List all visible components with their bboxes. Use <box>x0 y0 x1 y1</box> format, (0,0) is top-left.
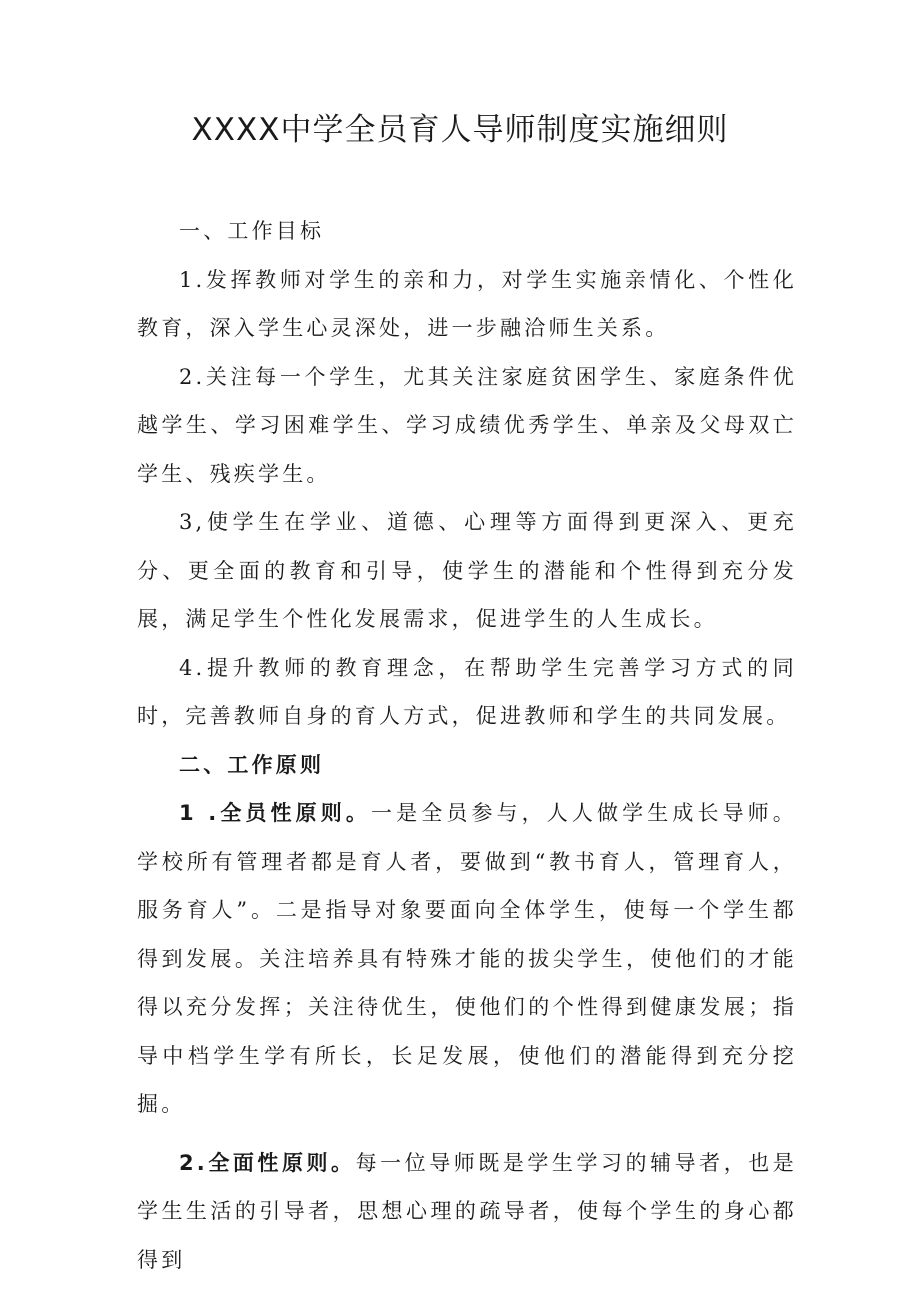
principle-1-title: 1 .全员性原则。 <box>179 801 371 825</box>
document-body <box>137 207 797 1284</box>
principle-2-text: 每一位导师既是学生学习的辅导者，也是学生生活的引导者，思想心理的疏导者，使每个学生的身心都得到 <box>137 1150 797 1272</box>
goal-item-4: 4.提升教师的教育理念，在帮助学生完善学习方式的同时，完善教师自身的育人方式，促进教师和学生的共同发展。 <box>137 655 797 728</box>
principle-1-text: 一是全员参与，人人做学生成长导师。学校所有管理者都是育人者，要做到“教书育人，管理育人，服务育人”。二是指导对象要面向全体学生，使每一个学生都得到发展。关注培养具有特殊才能的拔尖学生，使他们的才能得以充分发挥；关注待优生，使他们的个性得到健康发展；指导中档学生学有所长，长足发展，使他们的潜能得到充分挖掘。 <box>137 801 797 1116</box>
goal-item-2: 2.关注每一个学生，尤其关注家庭贫困学生、家庭条件优越学生、学习困难学生、学习成绩优秀学生、单亲及父母双亡学生、残疾学生。 <box>137 364 797 486</box>
principle-item-1 <box>137 789 797 1129</box>
principle-item-2 <box>137 1139 797 1285</box>
principle-2-title: 2.全面性原则。 <box>179 1150 356 1175</box>
goal-item-1: 1.发挥教师对学生的亲和力，对学生实施亲情化、个性化教育，深入学生心灵深处，进一步融洽师生关系。 <box>137 267 797 340</box>
section-heading-goals: 一、工作目标 <box>179 219 325 243</box>
goal-item-3: 3,使学生在学业、道德、心理等方面得到更深入、更充分、更全面的教育和引导，使学生的潜能和个性得到充分发展，满足学生个性化发展需求，促进学生的人生成长。 <box>137 510 797 631</box>
document-title: XXXX中学全员育人导师制度实施细则 <box>191 112 729 148</box>
section-heading-principles: 二、工作原则 <box>179 752 325 777</box>
